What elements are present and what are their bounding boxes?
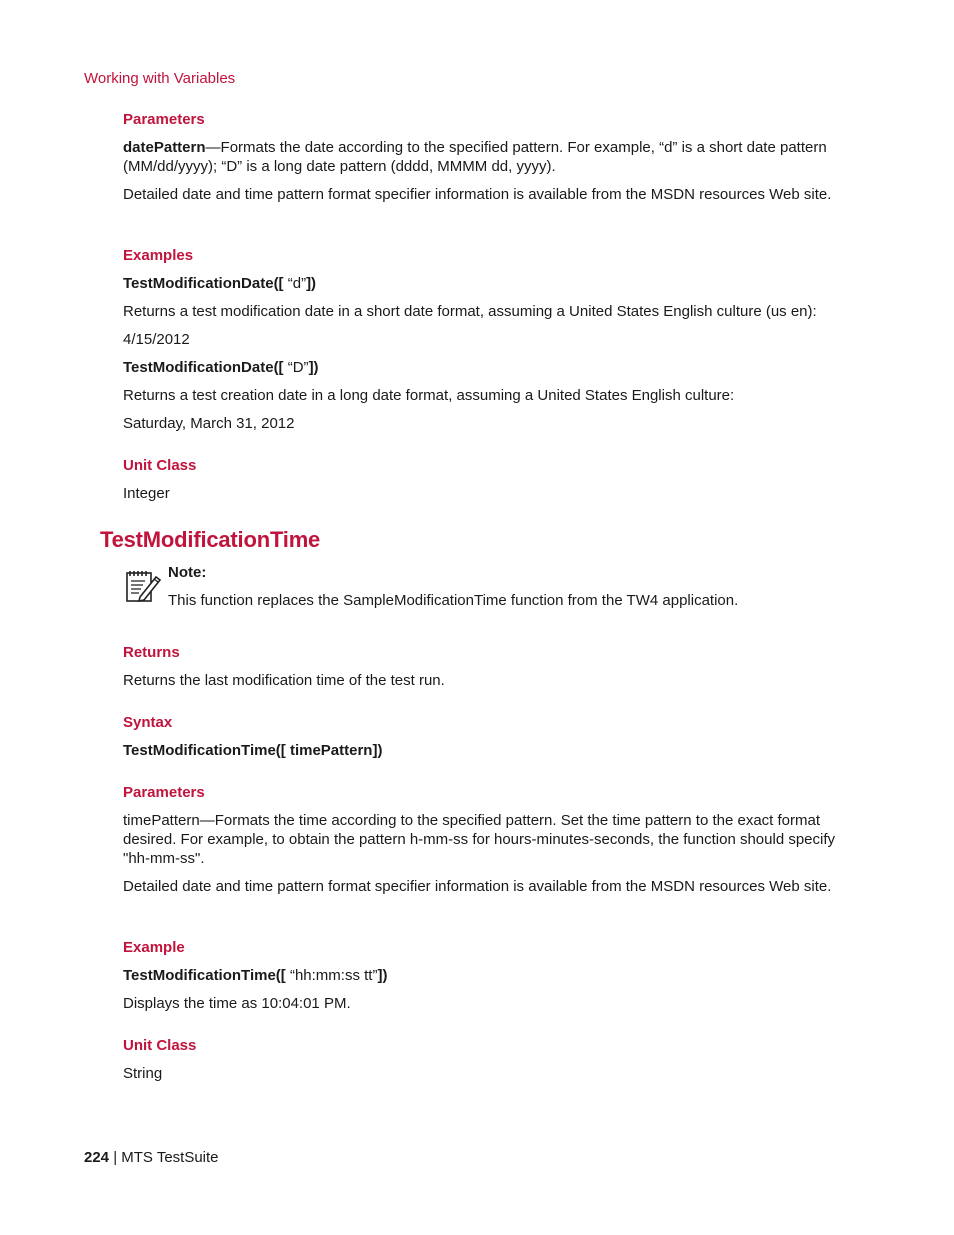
time-pattern-description: timePattern—Formats the time according to the specified pattern. Set the time pattern to the exact format desired. For example, to obtain the pattern h-mm-ss for hours-minutes-seconds, the function should specify "hh-mm-ss". [123,812,836,867]
example-2-result: Saturday, March 31, 2012 [123,415,295,432]
page-number: 224 [84,1149,110,1166]
note-text: This function replaces the SampleModificationTime function from the TW4 application. [168,592,739,609]
example-1-code: TestModificationDate([ “d”]) [123,275,317,292]
example-description: Displays the time as 10:04:01 PM. [123,995,351,1012]
param-name: datePattern [123,139,206,156]
unit-class-value-2: String [123,1065,163,1082]
unit-class-heading-1: Unit Class [123,457,197,474]
example-2-description: Returns a test creation date in a long date format, assuming a United States English culture: [123,387,735,404]
date-pattern-description [123,138,845,176]
page-footer [84,1149,219,1166]
footer-product: MTS TestSuite [121,1149,219,1166]
param-detail-2: Detailed date and time pattern format specifier information is available from the MSDN resources Web site. [123,878,832,895]
section-title: TestModificationTime [100,527,321,552]
example-code: TestModificationTime([ “hh:mm:ss tt”]) [123,967,388,984]
param-desc: —Formats the date according to the specified pattern. For example, “d” is a short date pattern (MM/dd/yyyy); “D” is a long date pattern (dddd, MMMM dd, yyyy). [123,139,827,175]
unit-class-heading-2: Unit Class [123,1037,197,1054]
example-1-result: 4/15/2012 [123,331,190,348]
returns-heading: Returns [123,644,180,661]
parameters-heading-2: Parameters [123,784,205,801]
note-pencil-icon [124,567,162,605]
footer-separator: | [109,1149,122,1166]
example-2-code: TestModificationDate([ “D”]) [123,359,319,376]
syntax-code: TestModificationTime([ timePattern]) [123,742,383,759]
unit-class-value-1: Integer [123,485,170,502]
examples-heading: Examples [123,247,194,264]
example-heading: Example [123,939,185,956]
example-1-description: Returns a test modification date in a short date format, assuming a United States English culture (us en): [123,303,817,320]
returns-text: Returns the last modification time of the test run. [123,672,445,689]
running-header: Working with Variables [84,70,236,87]
syntax-heading: Syntax [123,714,173,731]
note-label: Note: [168,564,207,581]
parameters-heading-1: Parameters [123,111,205,128]
param-detail-1: Detailed date and time pattern format specifier information is available from the MSDN resources Web site. [123,186,832,203]
